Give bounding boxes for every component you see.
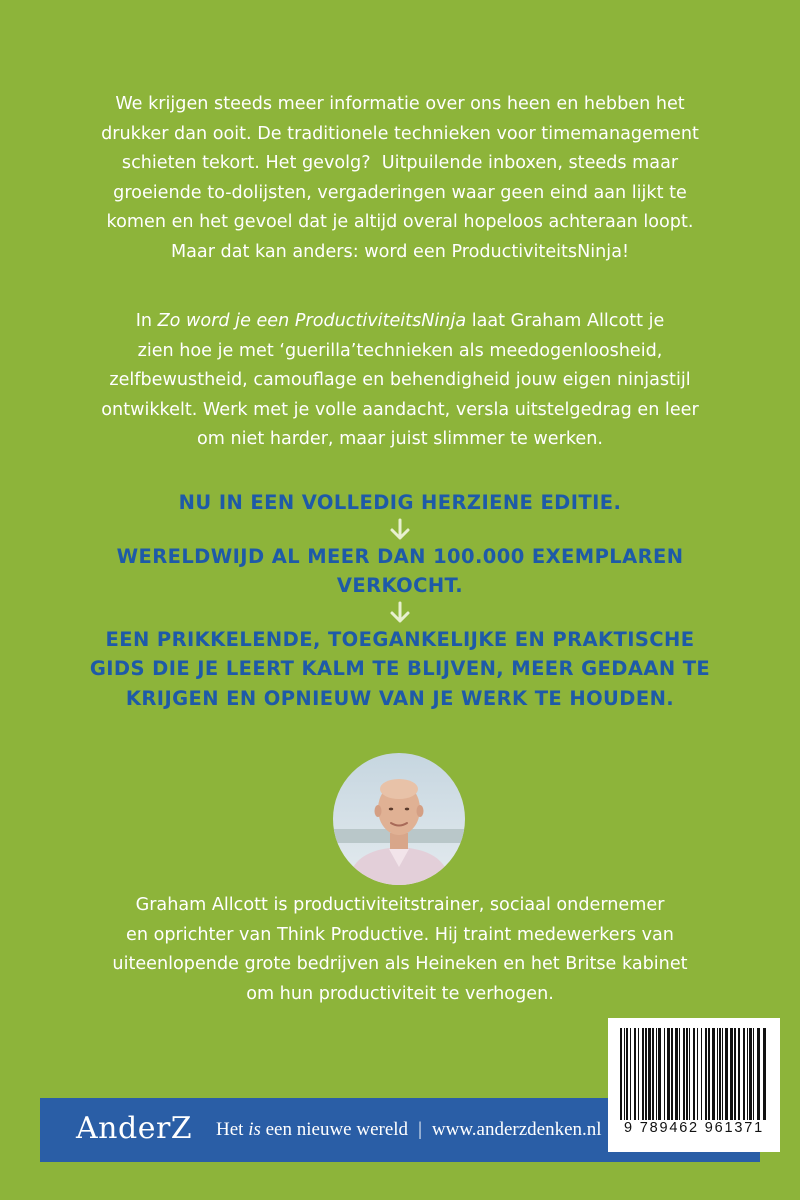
publisher-logo: AnderZ (76, 1111, 193, 1146)
description-line: zelfbewustheid, camouflage en behendigheid jouw eigen ninjastijl (109, 370, 691, 390)
bio-line: Graham Allcott is productiviteitstrainer, sociaal ondernemer (135, 895, 665, 915)
description-line: zien hoe je met ‘guerilla’technieken als meedogenloosheid, (137, 340, 663, 361)
intro-line: We krijgen steeds meer informatie over ons heen en hebben het (115, 94, 685, 114)
book-description-paragraph (60, 307, 740, 455)
bio-line: en oprichter van Think Productive. Hij traint medewerkers van (126, 924, 674, 945)
description-text: laat Graham Allcott je (466, 311, 665, 331)
claim-copies-sold (40, 542, 760, 601)
tagline-text: Het (216, 1119, 249, 1140)
claim-line: KRIJGEN EN OPNIEUW VAN JE WERK TE HOUDEN. (125, 686, 675, 710)
description-line (60, 307, 740, 337)
intro-paragraph (60, 90, 740, 267)
author-photo (333, 753, 465, 885)
claim-line: WERELDWIJD AL MEER DAN 100.000 EXEMPLAREN (116, 544, 684, 568)
tagline-emphasis: is (248, 1119, 261, 1140)
intro-line: drukker dan ooit. De traditionele technieken voor timemanagement (101, 123, 699, 144)
arrow-down-icon (388, 601, 412, 625)
publisher-tagline (216, 1119, 602, 1141)
tagline-separator: | (418, 1119, 422, 1140)
claim-practical-guide (40, 625, 760, 714)
claim-revised-edition (40, 488, 760, 518)
publisher-url: www.anderzdenken.nl (431, 1119, 602, 1140)
intro-line: groeiende to-dolijsten, vergaderingen waar geen eind aan lijkt te (113, 182, 687, 203)
intro-line: schieten tekort. Het gevolg? Uitpuilende inboxen, steeds maar (121, 153, 679, 173)
claim-line: VERKOCHT. (336, 574, 464, 597)
description-line: ontwikkelt. Werk met je volle aandacht, versla uitstelgedrag en leer (101, 399, 699, 420)
bio-line: uiteenlopende grote bedrijven als Heineken en het Britse kabinet (112, 954, 688, 974)
barcode (608, 1018, 780, 1152)
isbn-number: 9 789462 961371 (624, 1120, 764, 1136)
book-title: Zo word je een ProductiviteitsNinja (157, 311, 467, 331)
claim-line: EEN PRIKKELENDE, TOEGANKELIJKE EN PRAKTISCHE (105, 627, 695, 651)
bio-line: om hun productiviteit te verhogen. (246, 983, 554, 1004)
author-portrait-illustration (333, 753, 465, 885)
arrow-down-icon (388, 518, 412, 542)
description-text: In (135, 311, 158, 331)
author-bio (60, 891, 740, 1009)
tagline-text: een nieuwe wereld (260, 1119, 409, 1140)
claims-list (40, 488, 760, 713)
claim-line: GIDS DIE JE LEERT KALM TE BLIJVEN, MEER GEDAAN TE (89, 657, 711, 680)
description-line: om niet harder, maar juist slimmer te werken. (197, 429, 603, 449)
intro-line: komen en het gevoel dat je altijd overal hopeloos achteraan loopt. (106, 212, 694, 232)
claim-line: NU IN EEN VOLLEDIG HERZIENE EDITIE. (178, 491, 622, 514)
intro-line: Maar dat kan anders: word een ProductiviteitsNinja! (170, 241, 630, 262)
